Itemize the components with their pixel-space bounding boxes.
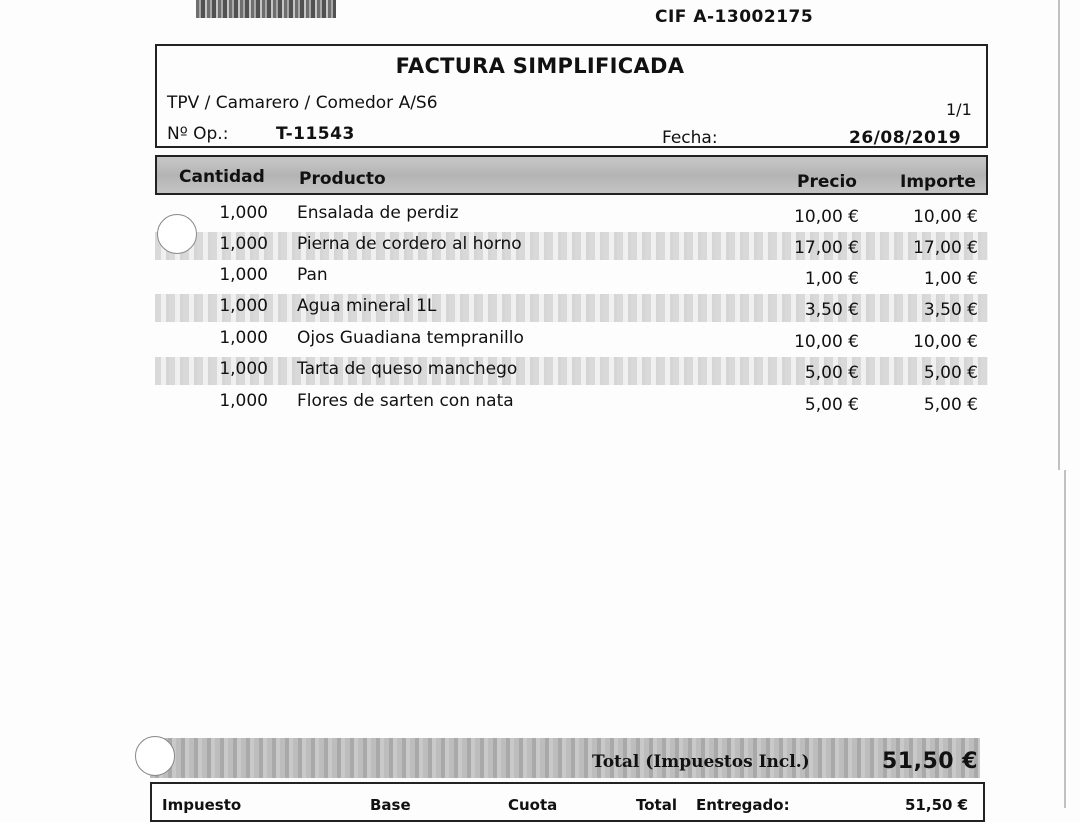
row-product: Agua mineral 1L: [297, 296, 437, 316]
row-quantity: 1,000: [219, 296, 268, 316]
operation-number: T-11543: [276, 124, 355, 144]
page-count: 1/1: [946, 100, 972, 119]
table-header: [155, 155, 988, 195]
tpv-line: TPV / Camarero / Comedor A/S6: [167, 93, 438, 113]
date-label: Fecha:: [662, 128, 718, 148]
row-price: 3,50 €: [804, 300, 859, 320]
tax-header-impuesto: Impuesto: [162, 796, 242, 814]
row-price: 5,00 €: [804, 395, 859, 415]
row-amount: 1,00 €: [923, 269, 978, 289]
row-price: 1,00 €: [804, 269, 859, 289]
table-row: [155, 294, 988, 322]
paper-edge-line: [1064, 470, 1066, 808]
total-label: Total (Impuestos Incl.): [592, 752, 810, 772]
row-quantity: 1,000: [219, 203, 268, 223]
punch-hole: [157, 214, 197, 254]
column-header-importe: Importe: [900, 172, 976, 192]
row-quantity: 1,000: [219, 328, 268, 348]
row-product: Tarta de queso manchego: [297, 359, 518, 379]
row-product: Ensalada de perdiz: [297, 203, 459, 223]
table-row: [155, 357, 988, 385]
row-amount: 17,00 €: [913, 238, 978, 258]
column-header-producto: Producto: [299, 169, 386, 189]
table-row: [155, 232, 988, 260]
row-amount: 5,00 €: [923, 363, 978, 383]
row-amount: 3,50 €: [923, 300, 978, 320]
row-price: 5,00 €: [804, 363, 859, 383]
column-header-cantidad: Cantidad: [179, 167, 265, 187]
tax-header-base: Base: [370, 796, 411, 814]
tax-header-cuota: Cuota: [508, 796, 558, 814]
row-amount: 5,00 €: [923, 395, 978, 415]
tax-header-total: Total: [636, 796, 677, 814]
invoice-title: FACTURA SIMPLIFICADA: [395, 54, 685, 78]
entregado-label: Entregado:: [696, 796, 790, 814]
column-header-precio: Precio: [797, 172, 857, 192]
row-amount: 10,00 €: [913, 207, 978, 227]
tax-summary-box: [150, 782, 985, 822]
company-logo: [196, 0, 336, 18]
entregado-value: 51,50 €: [905, 796, 969, 814]
row-product: Ojos Guadiana tempranillo: [297, 328, 524, 348]
row-quantity: 1,000: [219, 359, 268, 379]
row-price: 17,00 €: [794, 238, 859, 258]
row-amount: 10,00 €: [913, 332, 978, 352]
table-row: [155, 326, 988, 354]
punch-hole: [135, 736, 175, 776]
invoice-date: 26/08/2019: [849, 128, 962, 148]
row-product: Pan: [297, 265, 328, 285]
total-bar: [150, 738, 980, 778]
table-row: [155, 263, 988, 291]
total-value: 51,50 €: [882, 749, 979, 774]
table-row: [155, 389, 988, 417]
row-product: Flores de sarten con nata: [297, 391, 514, 411]
cif-number: CIF A-13002175: [655, 7, 814, 27]
operation-number-label: Nº Op.:: [167, 124, 229, 144]
table-row: [155, 201, 988, 229]
row-price: 10,00 €: [794, 207, 859, 227]
row-quantity: 1,000: [219, 391, 268, 411]
row-quantity: 1,000: [219, 265, 268, 285]
row-product: Pierna de cordero al horno: [297, 234, 522, 254]
row-price: 10,00 €: [794, 332, 859, 352]
row-quantity: 1,000: [219, 234, 268, 254]
